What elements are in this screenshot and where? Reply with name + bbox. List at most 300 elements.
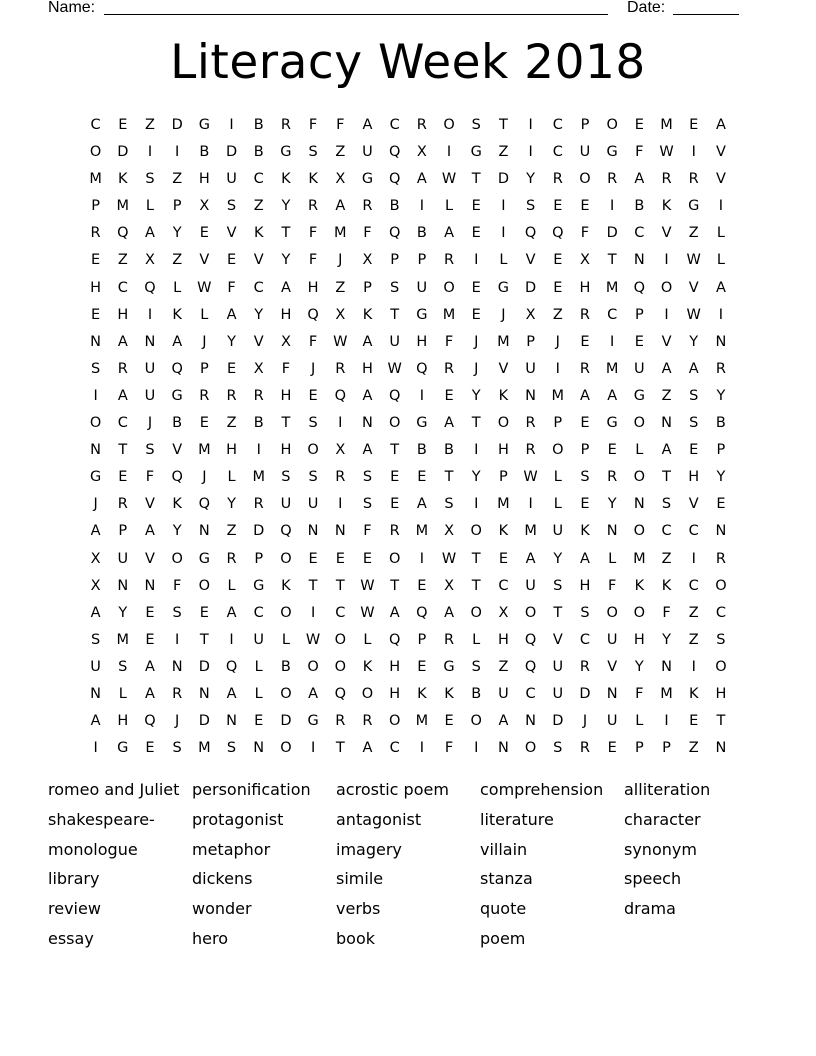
grid-letter: A (362, 333, 373, 350)
word-list-item: character (624, 809, 701, 829)
grid-letter: B (253, 144, 264, 161)
grid-letter: E (634, 117, 644, 133)
grid-letter: E (226, 252, 237, 269)
grid-letter: E (689, 442, 699, 459)
grid-letter: I (555, 360, 560, 377)
grid-letter: L (444, 198, 454, 215)
grid-letter: I (664, 306, 669, 323)
grid-letter: F (444, 333, 454, 350)
grid-letter: U (144, 387, 156, 404)
grid-letter: R (715, 360, 726, 377)
grid-letter: T (335, 577, 345, 594)
grid-letter: O (633, 469, 646, 486)
grid-letter: Y (471, 469, 481, 486)
grid-letter: A (226, 604, 237, 621)
grid-letter: E (362, 550, 373, 567)
grid-letter: U (606, 631, 618, 648)
grid-letter: W (387, 360, 402, 377)
grid-letter: K (253, 225, 264, 242)
grid-letter: Y (553, 550, 563, 567)
word-list-item: simile (336, 869, 384, 889)
word-list-item: book (336, 928, 375, 948)
grid-letter: E (118, 469, 128, 486)
grid-letter: E (145, 631, 155, 648)
word-list (48, 776, 768, 955)
grid-letter: K (417, 685, 427, 702)
grid-letter: C (335, 604, 346, 621)
grid-letter: X (90, 577, 101, 594)
grid-letter: V (253, 333, 264, 350)
grid-letter: R (688, 171, 699, 188)
grid-letter: B (389, 198, 400, 215)
word-list-item (624, 925, 768, 955)
grid-letter: T (607, 252, 617, 269)
grid-letter: G (416, 415, 428, 432)
grid-letter: I (338, 415, 343, 432)
grid-letter: U (498, 685, 509, 702)
grid-letter: E (254, 713, 264, 730)
grid-letter: G (171, 387, 183, 404)
grid-letter: A (362, 740, 373, 757)
grid-letter: M (252, 469, 265, 486)
grid-letter: I (528, 117, 533, 133)
grid-letter: K (580, 523, 590, 540)
grid-letter: G (89, 469, 102, 486)
grid-letter: I (610, 333, 615, 350)
grid-letter: O (171, 550, 183, 567)
grid-letter: Q (524, 658, 537, 675)
grid-letter: I (474, 252, 479, 269)
grid-letter: S (444, 496, 454, 513)
grid-letter: C (253, 279, 264, 296)
grid-letter: S (580, 469, 590, 486)
grid-letter: B (253, 117, 264, 133)
grid-letter: X (362, 252, 373, 269)
grid-letter: F (336, 117, 345, 133)
grid-letter: O (334, 658, 346, 675)
grid-letter: M (89, 171, 102, 188)
grid-letter: O (388, 550, 401, 567)
grid-letter: M (524, 523, 537, 540)
grid-letter: V (607, 658, 618, 675)
grid-letter: J (474, 360, 479, 377)
grid-letter: R (389, 523, 400, 540)
grid-letter: Y (471, 387, 481, 404)
grid-letter: Y (607, 496, 617, 513)
grid-letter: W (197, 279, 212, 296)
grid-letter: O (470, 604, 482, 621)
grid-letter: R (335, 469, 346, 486)
grid-letter: M (551, 387, 565, 404)
grid-letter: N (90, 685, 102, 702)
grid-letter: F (662, 604, 671, 621)
grid-letter: J (582, 713, 588, 730)
grid-letter: I (175, 631, 180, 648)
word-list-item: villain (480, 839, 528, 859)
grid-letter: V (661, 225, 672, 242)
grid-letter: U (552, 685, 564, 702)
grid-letter: Q (117, 225, 129, 242)
grid-letter: I (718, 306, 724, 323)
grid-letter: O (280, 685, 292, 702)
grid-letter: H (362, 360, 373, 377)
grid-letter: H (117, 713, 129, 730)
grid-letter: A (715, 279, 726, 296)
grid-letter: G (198, 550, 210, 567)
grid-letter: M (660, 117, 673, 133)
grid-letter: A (90, 713, 101, 730)
grid-letter: R (607, 469, 618, 486)
grid-letter: H (280, 306, 292, 323)
grid-letter: Z (145, 117, 155, 133)
grid-letter: L (553, 496, 562, 513)
grid-letter: F (172, 577, 182, 594)
grid-letter: A (145, 523, 155, 540)
grid-letter: E (308, 550, 318, 567)
grid-letter: H (579, 577, 591, 594)
grid-letter: C (253, 171, 264, 188)
grid-letter: Z (498, 658, 509, 675)
grid-letter: Q (388, 171, 401, 188)
grid-letter: N (198, 685, 210, 702)
grid-letter: M (116, 198, 130, 215)
grid-letter: E (199, 225, 209, 242)
grid-letter: R (280, 117, 291, 133)
grid-letter: B (172, 415, 183, 432)
grid-letter: Z (117, 252, 128, 269)
grid-letter: D (606, 225, 618, 242)
grid-letter: M (660, 685, 673, 702)
grid-letter: H (90, 279, 102, 296)
grid-letter: C (661, 523, 672, 540)
grid-letter: H (497, 442, 509, 459)
grid-letter: F (363, 523, 372, 540)
grid-letter: L (363, 631, 372, 648)
grid-letter: C (389, 740, 400, 757)
grid-letter: C (552, 117, 563, 133)
grid-letter: R (253, 496, 264, 513)
grid-letter: I (419, 740, 424, 757)
grid-letter: C (90, 117, 101, 133)
grid-letter: S (172, 740, 182, 757)
word-list-item: imagery (336, 839, 402, 859)
grid-letter: K (498, 523, 509, 540)
grid-letter: P (499, 469, 508, 486)
grid-letter: V (661, 333, 672, 350)
grid-letter: V (688, 279, 699, 296)
grid-letter: H (307, 279, 319, 296)
grid-letter: E (471, 198, 481, 215)
word-list-item: comprehension (480, 780, 604, 799)
grid-letter: O (443, 279, 455, 296)
word-list-item: acrostic poem (336, 780, 449, 799)
grid-letter: S (553, 740, 563, 757)
grid-letter: T (444, 469, 454, 486)
grid-letter: A (226, 306, 237, 323)
grid-letter: J (175, 713, 180, 730)
grid-letter: L (716, 225, 725, 242)
name-field-line[interactable] (104, 0, 608, 15)
grid-letter: I (93, 740, 98, 757)
word-list-item: literature (480, 809, 554, 829)
grid-letter: N (633, 496, 645, 513)
grid-letter: O (579, 171, 591, 188)
grid-letter: I (528, 496, 533, 513)
grid-letter: E (634, 333, 644, 350)
grid-letter: S (145, 171, 155, 188)
grid-letter: K (498, 387, 509, 404)
grid-letter: W (659, 144, 674, 161)
grid-letter: F (635, 144, 644, 161)
grid-letter: F (281, 360, 291, 377)
grid-letter: I (691, 144, 696, 161)
grid-letter: E (689, 117, 699, 133)
grid-letter: P (580, 442, 590, 459)
grid-letter: O (307, 442, 319, 459)
grid-letter: Q (334, 387, 346, 404)
grid-letter: Q (388, 144, 401, 161)
grid-letter: R (335, 713, 346, 730)
grid-letter: N (606, 523, 618, 540)
date-field-line[interactable] (673, 0, 739, 15)
grid-letter: J (310, 360, 316, 377)
grid-letter: H (389, 685, 401, 702)
grid-letter: C (634, 225, 645, 242)
word-list-item: romeo and Juliet (48, 780, 180, 799)
grid-letter: S (226, 740, 237, 757)
grid-letter: K (362, 306, 373, 323)
grid-letter: E (199, 415, 209, 432)
grid-letter: W (333, 333, 348, 350)
grid-letter: Z (172, 252, 183, 269)
grid-letter: F (227, 279, 236, 296)
grid-letter: N (198, 523, 210, 540)
grid-letter: E (471, 279, 481, 296)
grid-letter: N (334, 523, 346, 540)
grid-letter: B (253, 415, 264, 432)
grid-letter: V (552, 631, 563, 648)
grid-letter: L (254, 685, 263, 702)
grid-letter: E (145, 740, 155, 757)
grid-letter: X (335, 306, 346, 323)
grid-letter: U (389, 333, 400, 350)
word-list-item: alliteration (624, 780, 711, 799)
grid-letter: R (552, 171, 563, 188)
grid-letter: K (661, 577, 672, 594)
grid-letter: Z (335, 144, 346, 161)
grid-letter: O (388, 713, 401, 730)
grid-letter: P (363, 279, 372, 296)
grid-letter: E (471, 306, 481, 323)
grid-letter: M (442, 306, 456, 323)
grid-letter: A (226, 685, 237, 702)
grid-letter: F (145, 469, 155, 486)
grid-letter: Z (226, 523, 237, 540)
grid-letter: K (444, 685, 454, 702)
grid-letter: O (89, 144, 102, 161)
grid-letter: M (116, 631, 130, 648)
grid-letter: E (471, 225, 481, 242)
grid-letter: O (280, 550, 292, 567)
word-list-item: speech (624, 869, 682, 889)
grid-letter: O (552, 442, 564, 459)
grid-letter: G (633, 387, 645, 404)
grid-letter: G (253, 577, 265, 594)
grid-letter: A (362, 442, 373, 459)
grid-letter: O (715, 577, 727, 594)
grid-letter: C (552, 144, 563, 161)
grid-letter: P (662, 740, 671, 757)
grid-letter: E (417, 577, 427, 594)
grid-letter: O (443, 117, 455, 133)
grid-letter: T (471, 550, 481, 567)
grid-letter: Z (335, 279, 346, 296)
grid-letter: N (307, 523, 319, 540)
grid-letter: A (661, 442, 672, 459)
grid-letter: G (606, 144, 618, 161)
grid-letter: Q (524, 225, 537, 242)
date-label: Date: (627, 0, 666, 16)
grid-letter: I (691, 550, 696, 567)
grid-letter: O (307, 658, 319, 675)
grid-letter: M (415, 523, 429, 540)
grid-letter: S (525, 198, 536, 215)
grid-letter: H (389, 658, 401, 675)
grid-letter: Y (254, 306, 264, 323)
grid-letter: R (335, 360, 346, 377)
grid-letter: Q (416, 360, 428, 377)
grid-letter: K (118, 171, 128, 188)
grid-letter: W (360, 604, 375, 621)
grid-letter: I (474, 442, 479, 459)
grid-letter: E (335, 550, 345, 567)
grid-letter: I (229, 117, 234, 133)
grid-letter: R (117, 496, 128, 513)
grid-letter: A (607, 387, 618, 404)
grid-letter: Q (171, 469, 183, 486)
grid-letter: R (362, 713, 373, 730)
grid-letter: A (498, 713, 509, 730)
grid-letter: P (390, 252, 400, 269)
grid-letter: N (525, 387, 537, 404)
grid-letter: N (90, 442, 102, 459)
grid-letter: N (633, 252, 645, 269)
grid-letter: E (417, 469, 427, 486)
grid-letter: G (280, 144, 292, 161)
grid-letter: F (308, 252, 318, 269)
grid-letter: T (281, 225, 291, 242)
grid-letter: R (362, 198, 373, 215)
grid-letter: P (553, 415, 563, 432)
grid-letter: E (607, 740, 617, 757)
grid-letter: B (444, 442, 454, 459)
grid-letter: I (338, 496, 343, 513)
grid-letter: P (91, 198, 100, 215)
grid-letter: S (689, 387, 699, 404)
grid-letter: V (226, 225, 237, 242)
grid-letter: Z (552, 306, 563, 323)
grid-letter: F (308, 225, 318, 242)
grid-letter: E (580, 198, 590, 215)
grid-letter: E (91, 306, 101, 323)
grid-letter: O (280, 740, 292, 757)
grid-letter: S (226, 198, 237, 215)
grid-letter: A (280, 279, 291, 296)
grid-letter: P (634, 306, 644, 323)
grid-letter: X (280, 333, 291, 350)
grid-letter: J (202, 469, 207, 486)
grid-letter: A (634, 171, 645, 188)
grid-letter: N (661, 415, 672, 432)
grid-letter: O (470, 523, 482, 540)
grid-letter: O (388, 415, 401, 432)
grid-letter: Q (144, 713, 156, 730)
grid-letter: N (497, 740, 509, 757)
grid-letter: E (553, 198, 563, 215)
grid-letter: N (144, 577, 156, 594)
grid-letter: A (308, 685, 319, 702)
grid-letter: S (308, 415, 318, 432)
grid-letter: K (172, 306, 182, 323)
grid-letter: L (173, 279, 182, 296)
grid-letter: L (635, 442, 644, 459)
grid-letter: U (552, 658, 564, 675)
grid-letter: H (497, 631, 509, 648)
grid-letter: J (202, 333, 207, 350)
grid-letter: H (117, 306, 129, 323)
grid-letter: O (606, 604, 618, 621)
grid-letter: L (608, 550, 617, 567)
grid-letter: R (715, 550, 726, 567)
grid-letter: T (118, 442, 128, 459)
grid-letter: Z (661, 387, 672, 404)
grid-letter: Z (688, 631, 699, 648)
grid-letter: O (334, 631, 346, 648)
grid-letter: R (579, 740, 590, 757)
grid-letter: K (172, 496, 182, 513)
grid-letter: T (553, 604, 563, 621)
grid-letter: G (497, 279, 510, 296)
grid-letter: L (254, 658, 263, 675)
grid-letter: N (715, 333, 727, 350)
grid-letter: J (147, 415, 153, 432)
grid-letter: E (390, 496, 400, 513)
grid-letter: U (552, 523, 564, 540)
grid-letter: P (118, 523, 128, 540)
grid-letter: Q (388, 387, 401, 404)
grid-letter: U (525, 360, 536, 377)
grid-letter: P (716, 442, 726, 459)
grid-letter: A (444, 604, 454, 621)
grid-letter: S (90, 631, 101, 648)
word-list-item: quote (480, 899, 527, 919)
grid-letter: K (634, 577, 645, 594)
grid-letter: R (579, 306, 590, 323)
grid-letter: J (555, 333, 560, 350)
grid-letter: R (607, 171, 618, 188)
grid-letter: W (686, 306, 701, 323)
grid-letter: T (390, 577, 400, 594)
grid-letter: D (198, 713, 210, 730)
grid-letter: R (443, 252, 455, 269)
grid-letter: A (90, 523, 101, 540)
grid-letter: E (199, 604, 209, 621)
grid-letter: K (308, 171, 318, 188)
grid-letter: L (553, 469, 562, 486)
grid-letter: U (307, 496, 319, 513)
grid-letter: D (552, 713, 564, 730)
grid-letter: P (526, 333, 535, 350)
